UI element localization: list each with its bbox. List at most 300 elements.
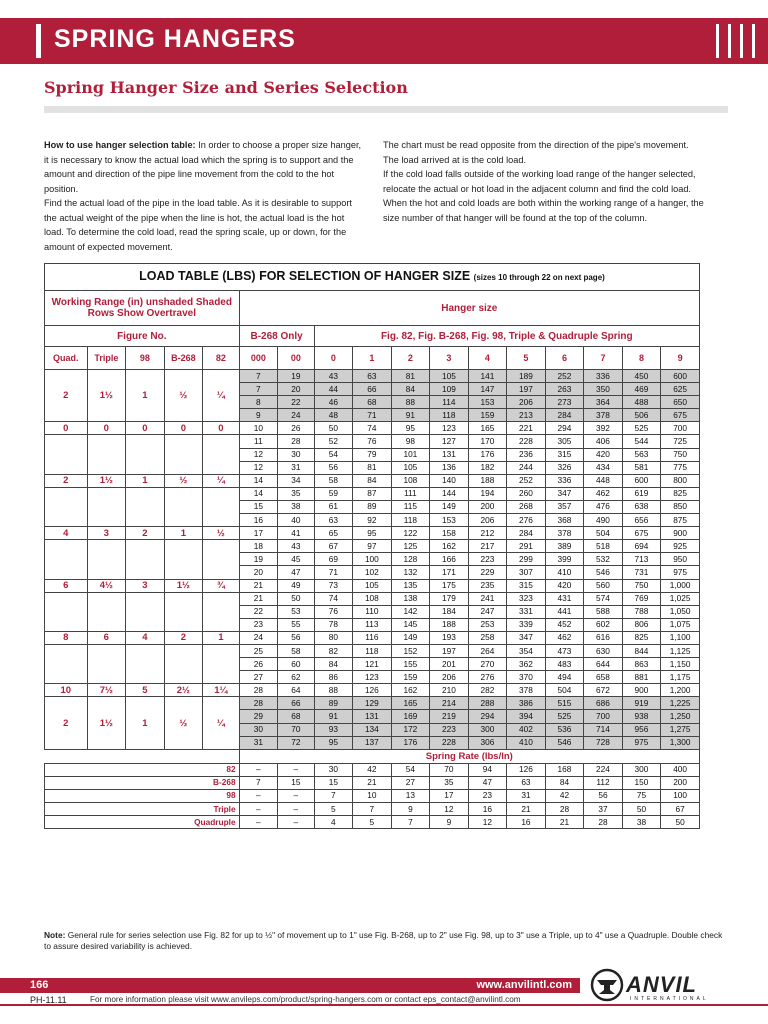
section-rule bbox=[44, 106, 728, 113]
load-cell: 448 bbox=[584, 474, 623, 487]
working-range-cell: 7½ bbox=[87, 684, 126, 697]
footer-url-link[interactable]: www.anvilintl.com bbox=[476, 979, 572, 991]
load-cell: 21 bbox=[239, 592, 278, 605]
load-cell: 450 bbox=[622, 370, 661, 383]
load-cell: 392 bbox=[584, 422, 623, 435]
load-cell: 58 bbox=[278, 644, 314, 657]
spring-rate-cell: 17 bbox=[430, 789, 469, 802]
load-cell: 84 bbox=[353, 474, 392, 487]
load-cell: 64 bbox=[278, 684, 314, 697]
spring-rate-cell: 27 bbox=[391, 776, 430, 789]
load-cell: 20 bbox=[278, 383, 314, 396]
spring-rate-cell: 37 bbox=[584, 803, 623, 816]
load-cell: 399 bbox=[545, 553, 584, 566]
size-col-header: 00 bbox=[278, 347, 314, 370]
working-range-cell bbox=[45, 540, 88, 579]
load-cell: 347 bbox=[545, 487, 584, 500]
load-cell: 675 bbox=[622, 527, 661, 540]
load-cell: 282 bbox=[468, 684, 507, 697]
load-cell: 420 bbox=[584, 448, 623, 461]
load-cell: 131 bbox=[353, 710, 392, 723]
load-cell: 294 bbox=[468, 710, 507, 723]
load-cell: 10 bbox=[239, 422, 278, 435]
load-cell: 20 bbox=[239, 566, 278, 579]
load-cell: 462 bbox=[584, 487, 623, 500]
load-cell: 114 bbox=[430, 396, 469, 409]
load-cell: 223 bbox=[430, 723, 469, 736]
load-cell: 389 bbox=[545, 540, 584, 553]
logo-wordmark: ANVIL bbox=[626, 972, 697, 997]
load-cell: 214 bbox=[430, 697, 469, 710]
working-range-cell: 0 bbox=[164, 422, 203, 435]
working-range-cell: ½ bbox=[164, 697, 203, 749]
spring-rate-cell: – bbox=[239, 816, 278, 829]
load-cell: 844 bbox=[622, 644, 661, 657]
load-cell: 74 bbox=[353, 422, 392, 435]
table-row bbox=[45, 592, 700, 605]
load-cell: 504 bbox=[584, 527, 623, 540]
anvil-emblem-icon bbox=[590, 968, 624, 1002]
load-cell: 347 bbox=[507, 631, 546, 644]
load-cell: 630 bbox=[584, 644, 623, 657]
load-cell: 532 bbox=[584, 553, 623, 566]
load-cell: 938 bbox=[622, 710, 661, 723]
load-cell: 378 bbox=[507, 684, 546, 697]
load-cell: 171 bbox=[430, 566, 469, 579]
spring-rate-figure: 82 bbox=[45, 763, 240, 776]
spring-rate-cell: 300 bbox=[622, 763, 661, 776]
spring-rate-cell: 5 bbox=[353, 816, 392, 829]
load-cell: 9 bbox=[239, 409, 278, 422]
load-cell: 788 bbox=[622, 605, 661, 618]
spring-rate-cell: – bbox=[239, 803, 278, 816]
spring-rate-cell: 50 bbox=[622, 803, 661, 816]
load-cell: 31 bbox=[278, 461, 314, 474]
load-cell: 488 bbox=[622, 396, 661, 409]
table-title-note: (sizes 10 through 22 on next page) bbox=[473, 273, 605, 282]
load-cell: 469 bbox=[622, 383, 661, 396]
load-cell: 212 bbox=[468, 527, 507, 540]
load-cell: 30 bbox=[239, 723, 278, 736]
load-cell: 91 bbox=[314, 710, 353, 723]
load-cell: 875 bbox=[661, 514, 700, 527]
load-cell: 46 bbox=[314, 396, 353, 409]
load-cell: 956 bbox=[622, 723, 661, 736]
load-cell: 12 bbox=[239, 448, 278, 461]
spring-rate-row bbox=[45, 776, 700, 789]
load-cell: 378 bbox=[545, 527, 584, 540]
working-range-cell: 1 bbox=[126, 370, 165, 422]
working-range-cell: ½ bbox=[164, 370, 203, 422]
load-cell: 67 bbox=[314, 540, 353, 553]
spring-rate-cell: 15 bbox=[314, 776, 353, 789]
load-cell: 68 bbox=[278, 710, 314, 723]
load-cell: 574 bbox=[584, 592, 623, 605]
working-range-cell: 5 bbox=[126, 684, 165, 697]
working-range-cell: ¼ bbox=[203, 474, 239, 487]
working-range-cell bbox=[203, 435, 239, 474]
load-cell: 60 bbox=[278, 658, 314, 671]
load-cell: 88 bbox=[391, 396, 430, 409]
load-cell: 113 bbox=[353, 618, 392, 631]
load-cell: 504 bbox=[545, 684, 584, 697]
load-cell: 291 bbox=[507, 540, 546, 553]
spring-rate-figure: Triple bbox=[45, 803, 240, 816]
size-col-header: 5 bbox=[507, 347, 546, 370]
selection-note bbox=[44, 930, 724, 952]
load-cell: 1,125 bbox=[661, 644, 700, 657]
spring-rate-figure: B-268 bbox=[45, 776, 240, 789]
working-range-cell: 1 bbox=[164, 527, 203, 540]
header-stripe bbox=[752, 24, 755, 58]
load-cell: 200 bbox=[468, 500, 507, 513]
load-cell: 368 bbox=[545, 514, 584, 527]
spring-rate-figure: 98 bbox=[45, 789, 240, 802]
load-cell: 95 bbox=[391, 422, 430, 435]
load-cell: 54 bbox=[314, 448, 353, 461]
spring-rate-cell: 30 bbox=[314, 763, 353, 776]
load-cell: 339 bbox=[507, 618, 546, 631]
load-cell: 84 bbox=[391, 383, 430, 396]
load-cell: 276 bbox=[507, 514, 546, 527]
figure-col-header: 98 bbox=[126, 347, 165, 370]
load-cell: 247 bbox=[468, 605, 507, 618]
size-col-header: 0 bbox=[314, 347, 353, 370]
spring-rate-title-row bbox=[45, 749, 700, 763]
spring-rate-cell: 112 bbox=[584, 776, 623, 789]
table-title-text: LOAD TABLE (LBS) FOR SELECTION OF HANGER SIZE bbox=[139, 269, 471, 283]
load-cell: 188 bbox=[468, 474, 507, 487]
load-cell: 29 bbox=[239, 710, 278, 723]
load-cell: 15 bbox=[239, 500, 278, 513]
load-cell: 714 bbox=[584, 723, 623, 736]
load-cell: 81 bbox=[353, 461, 392, 474]
figure-col-header: B-268 bbox=[164, 347, 203, 370]
load-cell: 863 bbox=[622, 658, 661, 671]
load-cell: 686 bbox=[584, 697, 623, 710]
load-cell: 306 bbox=[468, 736, 507, 749]
load-cell: 305 bbox=[545, 435, 584, 448]
working-range-cell: 0 bbox=[45, 422, 88, 435]
load-cell: 602 bbox=[584, 618, 623, 631]
load-cell: 47 bbox=[278, 566, 314, 579]
working-range-cell: 2½ bbox=[164, 684, 203, 697]
load-cell: 223 bbox=[468, 553, 507, 566]
load-cell: 70 bbox=[278, 723, 314, 736]
load-cell: 169 bbox=[391, 710, 430, 723]
load-cell: 525 bbox=[545, 710, 584, 723]
load-cell: 925 bbox=[661, 540, 700, 553]
load-cell: 650 bbox=[661, 396, 700, 409]
load-cell: 50 bbox=[278, 592, 314, 605]
load-cell: 132 bbox=[391, 566, 430, 579]
intro-left-paragraph-1 bbox=[44, 138, 366, 196]
working-range-cell: 1½ bbox=[87, 370, 126, 422]
working-range-cell: 1½ bbox=[87, 697, 126, 749]
load-cell: 483 bbox=[545, 658, 584, 671]
load-cell: 750 bbox=[622, 579, 661, 592]
working-range-cell: 1 bbox=[203, 631, 239, 644]
load-cell: 153 bbox=[430, 514, 469, 527]
load-cell: 22 bbox=[239, 605, 278, 618]
load-cell: 253 bbox=[468, 618, 507, 631]
working-range-cell: 1¼ bbox=[203, 684, 239, 697]
load-cell: 219 bbox=[430, 710, 469, 723]
spring-rate-cell: 75 bbox=[622, 789, 661, 802]
working-range-cell bbox=[164, 592, 203, 631]
load-cell: 17 bbox=[239, 527, 278, 540]
load-cell: 1,275 bbox=[661, 723, 700, 736]
working-range-header: Working Range (in) unshaded Shaded Rows Show Overtravel bbox=[45, 291, 240, 326]
load-cell: 19 bbox=[239, 553, 278, 566]
load-cell: 61 bbox=[314, 500, 353, 513]
load-cell: 14 bbox=[239, 474, 278, 487]
load-cell: 244 bbox=[507, 461, 546, 474]
working-range-cell bbox=[126, 592, 165, 631]
working-range-cell: 3 bbox=[126, 579, 165, 592]
load-cell: 544 bbox=[622, 435, 661, 448]
header-stripe bbox=[740, 24, 743, 58]
load-cell: 619 bbox=[622, 487, 661, 500]
working-range-cell: ¼ bbox=[203, 697, 239, 749]
size-col-header: 6 bbox=[545, 347, 584, 370]
table-row bbox=[45, 697, 700, 710]
load-cell: 462 bbox=[545, 631, 584, 644]
load-cell: 48 bbox=[314, 409, 353, 422]
load-cell: 19 bbox=[278, 370, 314, 383]
load-cell: 71 bbox=[314, 566, 353, 579]
load-cell: 364 bbox=[584, 396, 623, 409]
spring-rate-cell: 224 bbox=[584, 763, 623, 776]
spring-rate-cell: 21 bbox=[545, 816, 584, 829]
load-cell: 43 bbox=[314, 370, 353, 383]
load-cell: 1,000 bbox=[661, 579, 700, 592]
load-cell: 8 bbox=[239, 396, 278, 409]
load-cell: 145 bbox=[391, 618, 430, 631]
load-cell: 1,075 bbox=[661, 618, 700, 631]
load-cell: 49 bbox=[278, 579, 314, 592]
working-range-cell bbox=[45, 487, 88, 526]
load-cell: 31 bbox=[239, 736, 278, 749]
load-cell: 28 bbox=[239, 697, 278, 710]
load-cell: 165 bbox=[468, 422, 507, 435]
load-cell: 560 bbox=[584, 579, 623, 592]
working-range-cell: 4 bbox=[45, 527, 88, 540]
working-range-cell: 0 bbox=[126, 422, 165, 435]
working-range-cell: 1 bbox=[126, 474, 165, 487]
load-cell: 129 bbox=[353, 697, 392, 710]
load-cell: 1,300 bbox=[661, 736, 700, 749]
load-cell: 131 bbox=[430, 448, 469, 461]
spring-rate-cell: – bbox=[239, 763, 278, 776]
load-cell: 172 bbox=[391, 723, 430, 736]
load-cell: 30 bbox=[278, 448, 314, 461]
load-cell: 410 bbox=[545, 566, 584, 579]
load-cell: 1,200 bbox=[661, 684, 700, 697]
load-cell: 1,175 bbox=[661, 671, 700, 684]
table-row bbox=[45, 487, 700, 500]
load-cell: 434 bbox=[584, 461, 623, 474]
load-cell: 24 bbox=[278, 409, 314, 422]
intro-left-column bbox=[44, 138, 366, 254]
load-cell: 149 bbox=[391, 631, 430, 644]
load-cell: 12 bbox=[239, 461, 278, 474]
load-cell: 563 bbox=[622, 448, 661, 461]
spring-rate-cell: 9 bbox=[391, 803, 430, 816]
load-cell: 490 bbox=[584, 514, 623, 527]
load-cell: 394 bbox=[507, 710, 546, 723]
figure-col-header: Quad. bbox=[45, 347, 88, 370]
load-cell: 357 bbox=[545, 500, 584, 513]
load-cell: 518 bbox=[584, 540, 623, 553]
load-cell: 299 bbox=[507, 553, 546, 566]
load-cell: 260 bbox=[507, 487, 546, 500]
load-cell: 118 bbox=[391, 514, 430, 527]
spring-rate-row bbox=[45, 789, 700, 802]
intro-right-column bbox=[383, 138, 705, 225]
load-cell: 825 bbox=[661, 487, 700, 500]
spring-rate-cell: 126 bbox=[507, 763, 546, 776]
load-cell: 850 bbox=[661, 500, 700, 513]
section-title: Spring Hanger Size and Series Selection bbox=[44, 78, 408, 97]
size-col-header: 8 bbox=[622, 347, 661, 370]
load-cell: 473 bbox=[545, 644, 584, 657]
load-cell: 25 bbox=[239, 644, 278, 657]
load-cell: 536 bbox=[545, 723, 584, 736]
load-cell: 74 bbox=[314, 592, 353, 605]
size-col-header: 4 bbox=[468, 347, 507, 370]
spring-rate-cell: 9 bbox=[430, 816, 469, 829]
load-cell: 494 bbox=[545, 671, 584, 684]
load-cell: 336 bbox=[545, 474, 584, 487]
load-cell: 228 bbox=[507, 435, 546, 448]
load-cell: 14 bbox=[239, 487, 278, 500]
load-cell: 1,150 bbox=[661, 658, 700, 671]
load-cell: 16 bbox=[239, 514, 278, 527]
load-cell: 108 bbox=[353, 592, 392, 605]
table-row bbox=[45, 540, 700, 553]
load-cell: 40 bbox=[278, 514, 314, 527]
table-row bbox=[45, 435, 700, 448]
load-cell: 176 bbox=[391, 736, 430, 749]
load-cell: 476 bbox=[584, 500, 623, 513]
load-cell: 656 bbox=[622, 514, 661, 527]
load-cell: 228 bbox=[430, 736, 469, 749]
load-cell: 1,250 bbox=[661, 710, 700, 723]
working-range-cell: 2 bbox=[126, 527, 165, 540]
load-cell: 141 bbox=[468, 370, 507, 383]
load-cell: 108 bbox=[391, 474, 430, 487]
load-cell: 600 bbox=[661, 370, 700, 383]
spring-rate-cell: 63 bbox=[507, 776, 546, 789]
working-range-cell: 2 bbox=[45, 474, 88, 487]
load-cell: 881 bbox=[622, 671, 661, 684]
load-cell: 122 bbox=[391, 527, 430, 540]
load-cell: 273 bbox=[545, 396, 584, 409]
working-range-cell bbox=[203, 487, 239, 526]
load-cell: 625 bbox=[661, 383, 700, 396]
load-cell: 28 bbox=[239, 684, 278, 697]
load-cell: 354 bbox=[507, 644, 546, 657]
load-cell: 546 bbox=[584, 566, 623, 579]
working-range-cell bbox=[164, 644, 203, 683]
load-cell: 506 bbox=[622, 409, 661, 422]
working-range-cell: ½ bbox=[203, 527, 239, 540]
working-range-cell bbox=[87, 435, 126, 474]
load-cell: 155 bbox=[391, 658, 430, 671]
load-cell: 78 bbox=[314, 618, 353, 631]
working-range-cell: 2 bbox=[164, 631, 203, 644]
load-cell: 123 bbox=[353, 671, 392, 684]
load-cell: 87 bbox=[353, 487, 392, 500]
intro-right-paragraph-1: The chart must be read opposite from the direction of the pipe's movement. The load arrived at is the cold load. bbox=[383, 140, 689, 165]
load-cell: 147 bbox=[468, 383, 507, 396]
load-cell: 82 bbox=[314, 644, 353, 657]
load-cell: 950 bbox=[661, 553, 700, 566]
load-cell: 102 bbox=[353, 566, 392, 579]
load-cell: 153 bbox=[468, 396, 507, 409]
load-cell: 26 bbox=[278, 422, 314, 435]
load-cell: 217 bbox=[468, 540, 507, 553]
load-cell: 105 bbox=[430, 370, 469, 383]
spring-rate-cell: – bbox=[239, 789, 278, 802]
load-cell: 41 bbox=[278, 527, 314, 540]
load-cell: 123 bbox=[430, 422, 469, 435]
load-cell: 138 bbox=[391, 592, 430, 605]
table-row bbox=[45, 644, 700, 657]
working-range-cell: 2 bbox=[45, 370, 88, 422]
load-cell: 258 bbox=[468, 631, 507, 644]
load-cell: 515 bbox=[545, 697, 584, 710]
load-cell: 600 bbox=[622, 474, 661, 487]
load-cell: 118 bbox=[353, 644, 392, 657]
spring-rate-spacer bbox=[45, 749, 240, 763]
load-cell: 270 bbox=[468, 658, 507, 671]
load-cell: 588 bbox=[584, 605, 623, 618]
spring-rate-cell: 42 bbox=[353, 763, 392, 776]
spring-rate-cell: 168 bbox=[545, 763, 584, 776]
load-cell: 45 bbox=[278, 553, 314, 566]
working-range-cell: 10 bbox=[45, 684, 88, 697]
load-cell: 452 bbox=[545, 618, 584, 631]
working-range-cell bbox=[126, 487, 165, 526]
load-cell: 52 bbox=[314, 435, 353, 448]
spring-rate-cell: 35 bbox=[430, 776, 469, 789]
load-cell: 241 bbox=[468, 592, 507, 605]
load-cell: 35 bbox=[278, 487, 314, 500]
load-cell: 89 bbox=[314, 697, 353, 710]
footer-band bbox=[0, 978, 580, 993]
load-cell: 127 bbox=[430, 435, 469, 448]
note-label: Note: bbox=[44, 930, 66, 940]
load-cell: 284 bbox=[507, 527, 546, 540]
working-range-cell bbox=[126, 540, 165, 579]
header-band bbox=[0, 18, 768, 64]
load-table bbox=[44, 263, 700, 829]
working-range-cell: 0 bbox=[87, 422, 126, 435]
load-cell: 825 bbox=[622, 631, 661, 644]
load-cell: 644 bbox=[584, 658, 623, 671]
working-range-cell: 6 bbox=[87, 631, 126, 644]
load-cell: 165 bbox=[391, 697, 430, 710]
figure-col-header: 82 bbox=[203, 347, 239, 370]
spring-rate-cell: 15 bbox=[278, 776, 314, 789]
load-cell: 546 bbox=[545, 736, 584, 749]
load-cell: 182 bbox=[468, 461, 507, 474]
load-cell: 88 bbox=[314, 684, 353, 697]
load-cell: 378 bbox=[584, 409, 623, 422]
spring-rate-cell: 12 bbox=[468, 816, 507, 829]
